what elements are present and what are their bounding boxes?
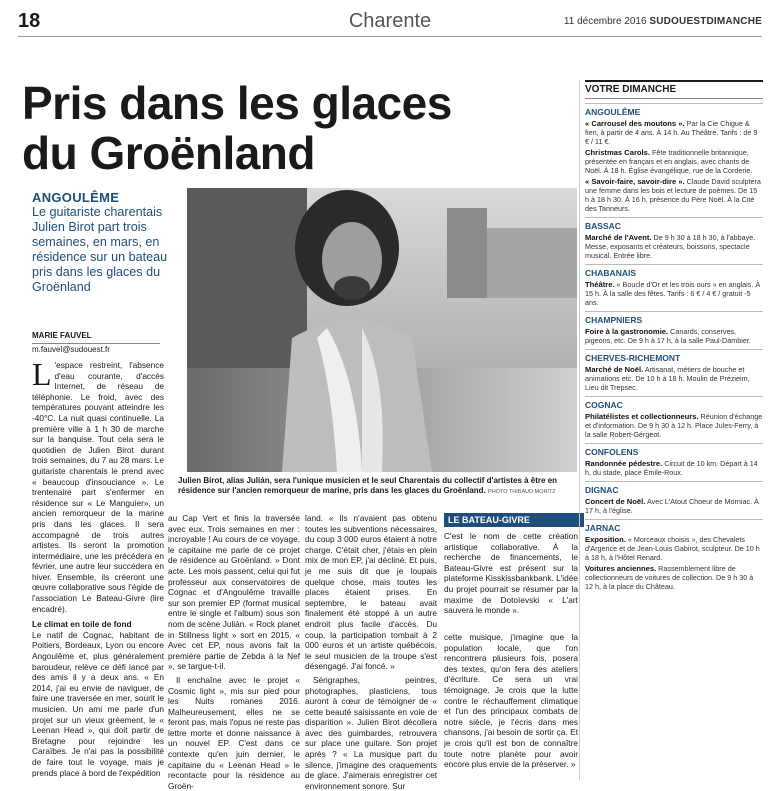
sidebar-event [585,327,763,345]
event-name: Théâtre. [585,280,615,289]
byline-divider [32,343,160,344]
publication-name: SUDOUESTDIMANCHE [649,16,762,27]
sidebar-event [585,497,763,515]
sidebar-event [585,119,763,146]
header-rule [18,36,762,37]
event-details: « Boucle d'Or et les trois ours » en anglais. À 15 h. À la salle des fêtes. Tarifs : 6 € / 4 € / gratuit -5 ans. [585,280,761,307]
event-name: « Carrousel des moutons ». [585,119,685,128]
event-name: Philatélistes et collectionneurs. [585,412,699,421]
event-details: De 9 h 30 à 18 h 30, à l'abbaye. Messe, exposants et créateurs, boissons, spectacle musical. Entrée libre. [585,233,756,260]
paragraph-4: Il enchaîne avec le projet « Cosmic light », mis sur pied pour les Nuits romanes 2016. Malheureusement, elles ne se feront pas, mais l'opus ne reste pas lettre morte et donne naissance à un nouvel EP. C'est dans ce contexte qu'en juin dernier, le capitaine du « Leenan Head » le recontacte pour la résidence au Groën- [168,674,300,791]
event-details: Avec L'Atout Choeur de Morniac. À 17 h, à l'église. [585,497,759,515]
photo-credit: PHOTO THIBAUD MORITZ [488,489,556,495]
event-name: Voitures anciennes. [585,564,657,573]
event-name: Marché de Noël. [585,365,644,374]
issue-date: 11 décembre 2016 [563,16,647,27]
event-name: Randonnée pédestre. [585,459,663,468]
photo-caption [178,476,578,497]
drop-cap: L [32,356,52,392]
event-details: Artisanat, métiers de bouche et animations etc. De 10 h à 18 h. Moulin de Prézieim, Lieu dit Trepsec. [585,365,750,392]
sidebar-event [585,564,763,591]
author-name: MARIE FAUVEL [32,331,92,340]
sidebar-town: COGNAC [585,396,763,410]
article-column-2 [168,513,300,791]
article-column-4 [444,632,578,770]
paragraph-2: Le natif de Cognac, habitant de Poitiers, Bordeaux, Lyon ou encore Angoulême et, plus généralement baroudeur, relève ce défi lancé par des amis il y a deux ans. « En 2014, j'ai eu envie de naviguer, de faire une traversée en mer, sourit le musicien. Un ami me parle d'un projet sur un vieux gréement, le « Leenan Head », qui doit partir de Bretagne pour rejoindre les Caraïbes. Je n'ai pas la possibilité de faire tout le voyage, mais je prends place à bord de l'expédition [32,629,164,778]
article-column-1 [32,356,164,778]
sidebar-town: CHERVES-RICHEMONT [585,349,763,363]
event-details: Circuit de 10 km. Départ à 14 h, du stade, place Émile-Roux. [585,459,758,477]
event-details: Par la Cie Chigue & fien, à partir de 4 ans. À 14 h. Au Théâtre. Tarifs : de 9 € / 11 €. [585,119,758,146]
event-name: Concert de Noël. [585,497,646,506]
event-details: Claude David sculptera une femme dans les bois et lecture de poèmes. De 15 h à 18 h 30. À 16 h, présence du Père Noël. À la Cité des Tanneurs. [585,177,761,213]
box-title: LE BATEAU-GIVRE [444,513,584,527]
sidebar-event [585,412,763,439]
sidebar-title: VOTRE DIMANCHE [585,80,763,99]
sidebar-town: ANGOULÊME [585,103,763,117]
page-number: 18 [18,10,41,32]
event-name: Foire à la gastronomie. [585,327,669,336]
paragraph-5: land. « Ils n'avaient pas obtenu toutes les subventions nécessaires, du coup 3 000 euros étaient à notre charge. C'était cher, j'étais en plein mix de mon EP, j'ai décliné. Et puis, je me suis dit que je loupais quelque chose, mais toutes les places étaient prises. En septembre, le bateau avait finalement été stoppé à un autre endroit plus facile d'accès. Du coup, la participation tombait à 2 000 euros et un artiste québécois, le seul musicien de la troupe s'est désengagé. J'ai foncé. » [305,513,437,672]
event-details: Canards, conserves, pigeons, etc. De 9 h à 17 h, à la salle Paul-Dambier. [585,327,751,345]
article-column-3 [305,513,437,791]
event-name: Christmas Carols. [585,148,650,157]
sidebar-event [585,148,763,175]
sidebar-event [585,280,763,307]
dateline [564,16,762,27]
section-title: Charente [348,10,432,32]
author-email[interactable]: m.fauvel@sudouest.fr [32,345,110,354]
sidebar-event [585,177,763,213]
event-name: Exposition. [585,535,626,544]
sidebar-event [585,365,763,392]
article-photo [187,188,577,472]
paragraph-3: au Cap Vert et finis la traversée avec eux. Trois semaines en mer : incroyable ! Au cours de ce voyage, le capitaine me parle de ce projet de résidence au Groënland. » Dont acte. Les mois passent, celui qui fut professeur aux conservatoires de Cognac et d'Angoulême travaille sur son premier EP (format musical entre le single et l'album) sous son nom de scène Julián. « Rock planet in Stillness light » sort en 2015. « Avec cet EP, nous avons fait la première partie de Zebda à la Nef », se targue-t-il. [168,513,300,672]
event-details: Réunion d'échange et d'information. De 9 h 30 à 12 h. Place Jules-Ferry, à la salle Robert-Gérgeot. [585,412,763,439]
sidebar-events [585,80,763,591]
sidebar-event [585,233,763,260]
headline-line-1: Pris dans les glaces [22,77,452,129]
sidebar-town: DIGNAC [585,481,763,495]
headline [22,78,562,178]
headline-line-2: du Groënland [22,127,315,179]
sidebar-event [585,535,763,562]
event-details: Fête traditionnelle britannique, présentée en français et en anglais, avec chants de Noël. À 18 h. Église évangélique, rue de la Corderie. [585,148,753,175]
paragraph-6: Sérigraphes, peintres, photographes, plasticiens, tous auront à cœur de témoigner de « cette beauté saisissante en voie de disparition ». Julien Birot décollera avec des guimbardes, retrouvera sur place une guitare. Son projet après ? « La musique part du silence, j'imagine des craquements de glace. J'aimerais enregistrer cet environnement sonore. Sur [305,674,437,791]
event-name: Marché de l'Avent. [585,233,652,242]
sidebar-town: CHAMPNIERS [585,311,763,325]
paragraph-7: cette musique, j'imagine que la population locale, que l'on rencontrera plusieurs fois, posera des textes, qu'on fera des ateliers d'écriture. Ce sera un vrai témoignage. Je crois que la lutte contre le réchauffement climatique et l'un des principaux combats de notre siècle, je l'écris dans mes chansons, j'ai besoin de sortir ça. Et je crois qu'il est bon de connaître toute notre planète pour avoir encore plus envie de la préserver. » [444,632,578,770]
sidebar-event [585,459,763,477]
deck: Le guitariste charentais Julien Birot part trois semaines, en mars, en résidence sur un bateau pris dans les glaces du Groënland [32,205,168,294]
sidebar-town: CONFOLENS [585,443,763,457]
sidebar-divider [579,80,580,780]
event-details: « Morceaux choisis », des Chevalets d'Argence et de Jean-Louis Gabirot, sculpteur. De 10 h à 18 h, à l'Hôtel Renard. [585,535,760,562]
subheading: Le climat en toile de fond [32,619,132,630]
paragraph-1: L 'espace restreint, l'absence d'eau courante, d'accès Internet, de réseau de téléphonie. Le froid, avec des températures pouvant atteindre les -40°C. La nuit quasi continuelle. La première ville à 1 h 30 de marche sur la banquise. Tout cela sera le quotidien de Julien Birot durant trois semaines, du 7 au 28 mars. Le guitariste charentais le prend avec « beaucoup d'insouciance ». Le trentenaire part s'enfermer en résidence sur « Le Manguier», un ancien remorqueur de la marine pris dans les glaces. Il sera accompagné de trois autres artistes. Ils seront la promotion intermédiaire, une les précédera en février, une autre leur succédera en hiver. Ensemble, ils créeront une œuvre collaborative sous l'égide de l'association Le Bateau-Givre (lire encadré). [32,356,164,614]
kicker: ANGOULÊME [32,190,120,205]
box-text: C'est le nom de cette création artistique collaborative. À la recherche de financements, le Bateau-Givre est présent sur la plateforme Kisskissbankbank. L'idée du projet pourrait se résumer par la maxime de Dotoïevski « L'art sauvera le monde ». [444,531,578,616]
sidebar-town: BASSAC [585,217,763,231]
caption-text: Julien Birot, alias Julián, sera l'unique musicien et le seul Charentais du collectif d'artistes à être en résidence sur l'ancien remorqueur de marine, pris dans les glaces du Groënland. [178,476,558,495]
sidebar-town: CHABANAIS [585,264,763,278]
sidebar-town: JARNAC [585,519,763,533]
photo-musician [187,188,577,472]
sidebar-list [585,103,763,591]
event-name: « Savoir-faire, savoir-dire ». [585,177,685,186]
event-details: Rassemblement libre de collectionneurs de voitures de collection. De 9 h 30 à 12 h, à la place du Château. [585,564,754,591]
